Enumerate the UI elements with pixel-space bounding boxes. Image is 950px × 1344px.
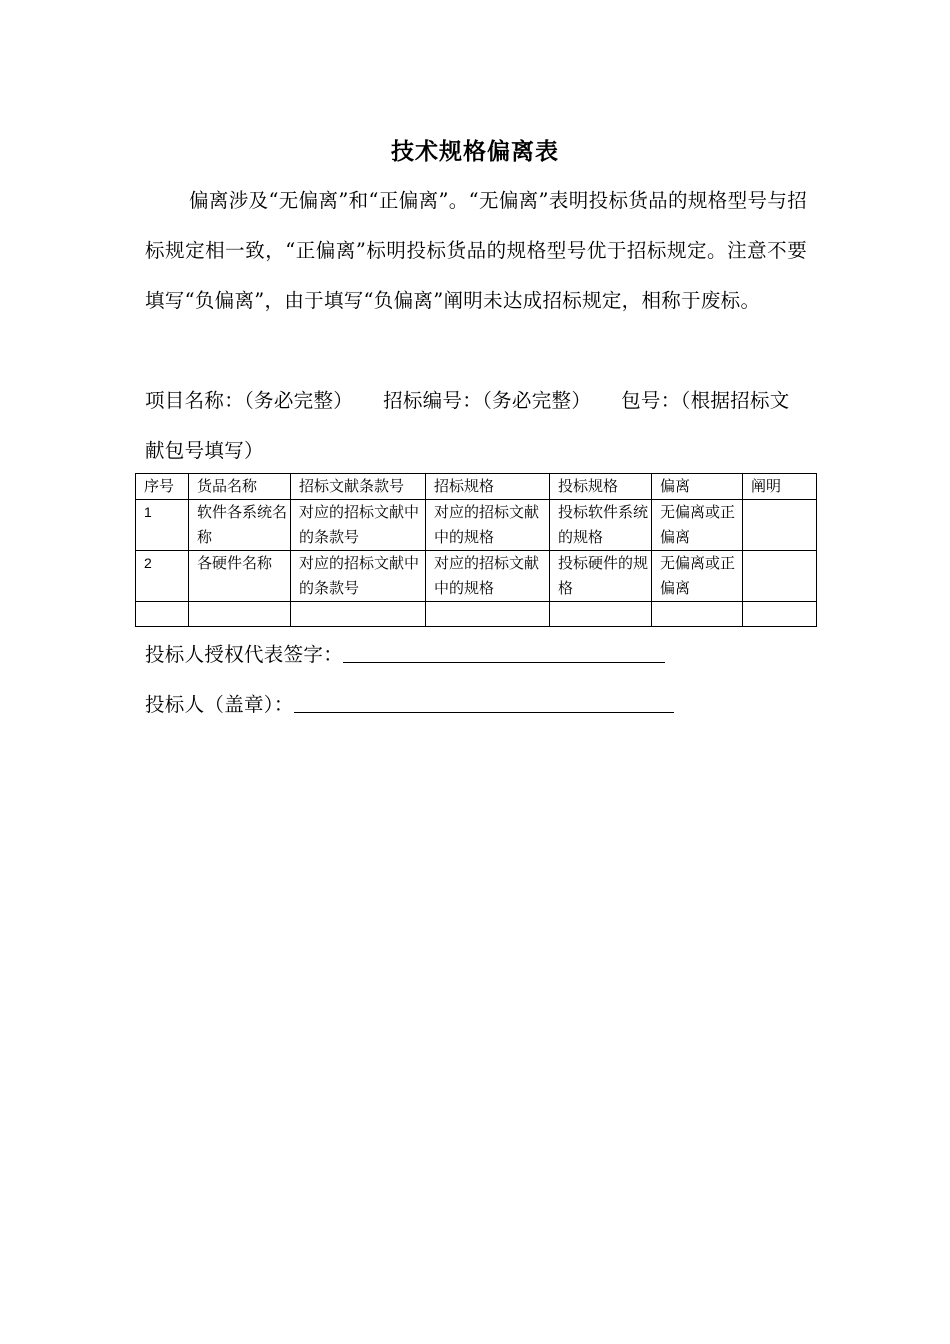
table-cell xyxy=(291,602,426,627)
table-cell: 无偏离或正偏离 xyxy=(652,500,743,551)
representative-signature-label: 投标人授权代表签字： xyxy=(145,643,344,666)
table-cell xyxy=(136,602,189,627)
package-label: 包号：（根据招标文献包号填写） xyxy=(145,389,790,462)
table-header-row xyxy=(136,474,817,500)
table-cell xyxy=(550,602,652,627)
representative-signature-blank[interactable] xyxy=(343,636,665,663)
table-cell: 投标硬件的规格 xyxy=(550,551,652,602)
page-title: 技术规格偏离表 xyxy=(391,139,559,165)
tender-number-label: 招标编号：（务必完整） xyxy=(383,389,592,412)
bidder-seal-label: 投标人（盖章）： xyxy=(145,693,294,716)
table-cell xyxy=(743,500,817,551)
table-cell: 投标软件系统的规格 xyxy=(550,500,652,551)
header-cell: 货品名称 xyxy=(189,474,291,500)
table-cell: 对应的招标文献中的条款号 xyxy=(291,551,426,602)
table-cell: 1 xyxy=(136,500,189,551)
table-cell: 对应的招标文献中的规格 xyxy=(426,551,550,602)
table-row xyxy=(136,551,817,602)
header-cell: 招标文献条款号 xyxy=(291,474,426,500)
header-cell: 序号 xyxy=(136,474,189,500)
deviation-table xyxy=(135,473,817,627)
intro-paragraph: 偏离涉及“无偏离”和“正偏离”。“无偏离”表明投标货品的规格型号与招标规定相一致，“正偏离”标明投标货品的规格型号优于招标规定。注意不要填写“负偏离”，由于填写“负偏离”阐明未达成招标规定，相称于废标。 xyxy=(145,189,807,312)
table-cell: 软件各系统名称 xyxy=(189,500,291,551)
table-row xyxy=(136,500,817,551)
bidder-seal-line xyxy=(145,680,674,730)
representative-signature-line xyxy=(145,630,665,680)
project-name-label: 项目名称：（务必完整） xyxy=(145,389,354,412)
header-cell: 投标规格 xyxy=(550,474,652,500)
project-info xyxy=(145,376,807,476)
table-cell: 2 xyxy=(136,551,189,602)
table-cell: 对应的招标文献中的规格 xyxy=(426,500,550,551)
table-cell xyxy=(743,602,817,627)
header-cell: 招标规格 xyxy=(426,474,550,500)
header-cell: 阐明 xyxy=(743,474,817,500)
table-cell xyxy=(426,602,550,627)
table-cell: 无偏离或正偏离 xyxy=(652,551,743,602)
table-cell: 对应的招标文献中的条款号 xyxy=(291,500,426,551)
header-cell: 偏离 xyxy=(652,474,743,500)
table-row-empty xyxy=(136,602,817,627)
bidder-seal-blank[interactable] xyxy=(294,686,674,713)
table-cell xyxy=(189,602,291,627)
table-cell xyxy=(743,551,817,602)
table-cell xyxy=(652,602,743,627)
table-cell: 各硬件名称 xyxy=(189,551,291,602)
